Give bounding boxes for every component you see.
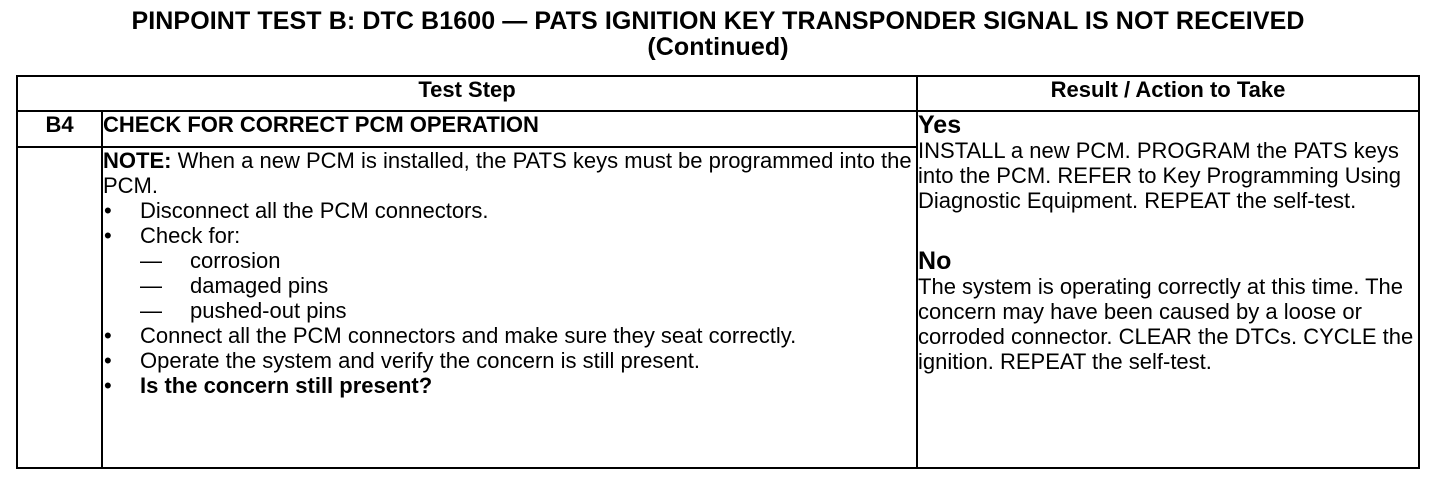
list-item	[140, 273, 916, 298]
step-title-row	[17, 111, 1419, 147]
result-no-label: No	[918, 247, 952, 275]
table-header-row	[17, 76, 1419, 111]
list-item	[103, 348, 916, 373]
result-cell	[917, 111, 1419, 468]
list-item	[103, 323, 916, 348]
page-title	[0, 8, 1436, 60]
title-line-1: PINPOINT TEST B: DTC B1600 — PATS IGNITION KEY TRANSPONDER SIGNAL IS NOT RECEIVED	[131, 7, 1305, 35]
list-item	[103, 373, 916, 398]
list-item	[140, 298, 916, 323]
dash-icon: —	[140, 298, 162, 323]
bullet-icon: •	[104, 348, 112, 373]
step-body	[102, 147, 917, 468]
result-yes-text: INSTALL a new PCM. PROGRAM the PATS keys into the PCM. REFER to Key Programming Using Diagnostic Equipment. REPEAT the self-test.	[918, 138, 1401, 213]
check-for-list	[140, 248, 916, 323]
bullet-icon: •	[104, 323, 112, 348]
bullet-text: Connect all the PCM connectors and make sure they seat correctly.	[140, 323, 797, 348]
step-id: B4	[17, 111, 102, 147]
bullet-text: Operate the system and verify the concern is still present.	[140, 348, 701, 373]
bullet-text-question: Is the concern still present?	[140, 373, 433, 398]
bullet-text: Disconnect all the PCM connectors.	[140, 198, 489, 223]
note-label: NOTE:	[103, 148, 172, 173]
list-item	[103, 223, 916, 323]
result-no	[918, 248, 1418, 374]
step-id-blank	[17, 147, 102, 468]
bullet-text: Check for:	[140, 223, 241, 248]
result-yes-label: Yes	[918, 111, 962, 139]
note	[103, 148, 916, 198]
pinpoint-test-table	[16, 75, 1420, 469]
title-line-2: (Continued)	[647, 33, 789, 61]
step-bullet-list	[103, 198, 916, 398]
result-yes	[918, 112, 1418, 213]
list-item	[140, 248, 916, 273]
check-item-text: damaged pins	[190, 273, 329, 298]
header-result-action: Result / Action to Take	[917, 76, 1419, 111]
result-no-text: The system is operating correctly at this time. The concern may have been caused by a loose or corroded connector. CLEAR the DTCs. CYCLE the ignition. REPEAT the self-test.	[918, 274, 1414, 374]
bullet-icon: •	[104, 223, 112, 248]
check-item-text: pushed-out pins	[190, 298, 347, 323]
step-title: CHECK FOR CORRECT PCM OPERATION	[102, 111, 917, 147]
bullet-icon: •	[104, 373, 112, 398]
note-text: When a new PCM is installed, the PATS keys must be programmed into the PCM.	[103, 148, 912, 198]
list-item	[103, 198, 916, 223]
header-test-step: Test Step	[17, 76, 917, 111]
check-item-text: corrosion	[190, 248, 281, 273]
dash-icon: —	[140, 248, 162, 273]
dash-icon: —	[140, 273, 162, 298]
bullet-icon: •	[104, 198, 112, 223]
